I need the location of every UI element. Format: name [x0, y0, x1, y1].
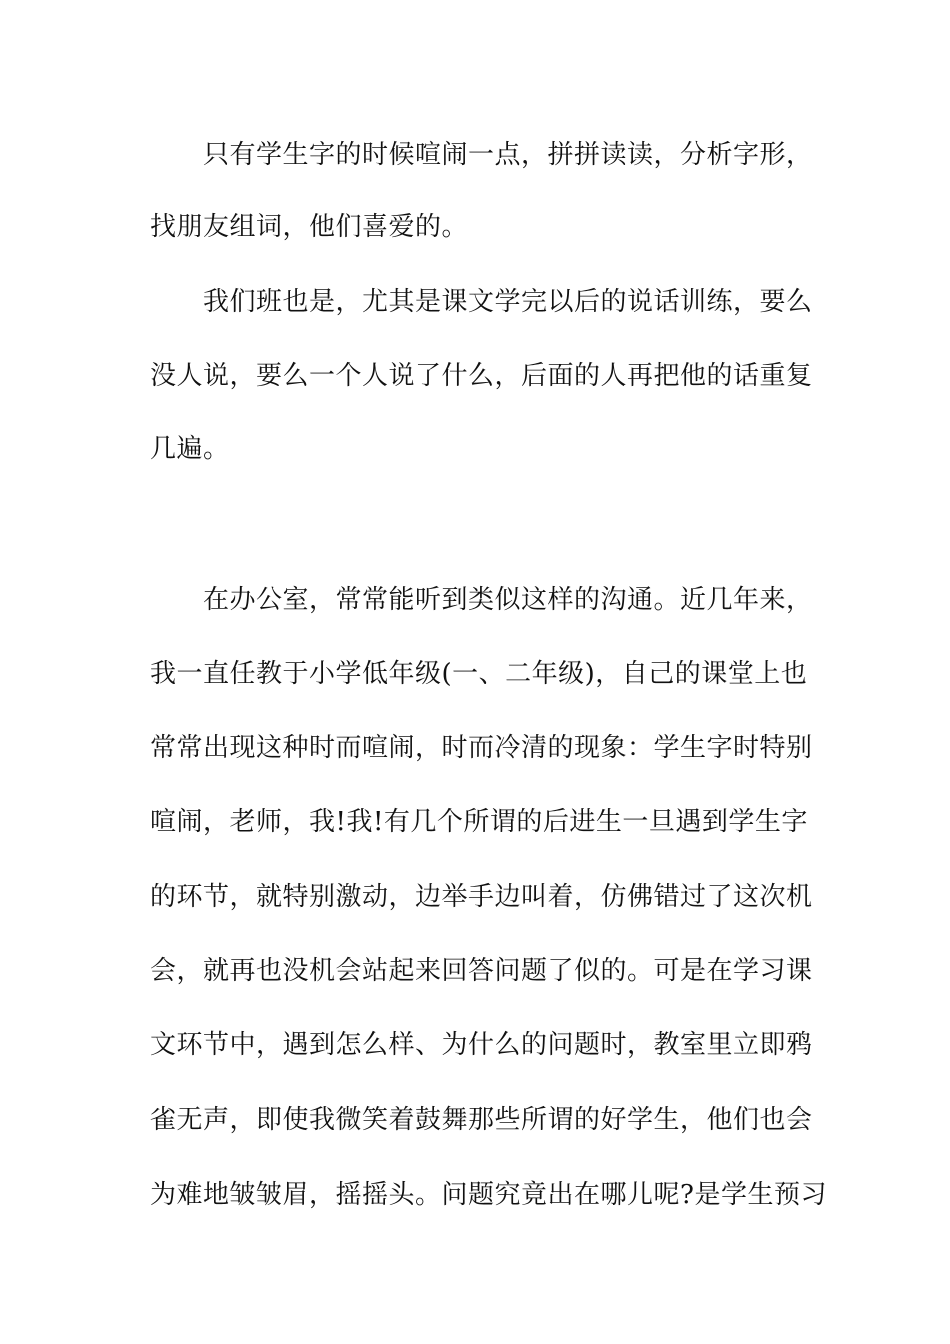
paragraph-3-line-2: 我一直任教于小学低年级(一、二年级)，自己的课堂上也: [150, 659, 808, 689]
paragraph-3-line-1: 在办公室，常常能听到类似这样的沟通。近几年来，: [203, 585, 813, 615]
paragraph-3-line-6: 会，就再也没机会站起来回答问题了似的。可是在学习课: [150, 956, 813, 986]
paragraph-2-line-2: 没人说，要么一个人说了什么，后面的人再把他的话重复: [150, 361, 813, 391]
paragraph-3-line-8: 雀无声，即使我微笑着鼓舞那些所谓的好学生，他们也会: [150, 1105, 813, 1135]
paragraph-3-line-5: 的环节，就特别激动，边举手边叫着，仿佛错过了这次机: [150, 882, 813, 912]
paragraph-2-line-1: 我们班也是，尤其是课文学完以后的说话训练，要么: [203, 287, 813, 317]
paragraph-1-line-2: 找朋友组词，他们喜爱的。: [150, 212, 469, 242]
paragraph-2-line-3: 几遍。: [150, 434, 230, 464]
paragraph-1-line-1: 只有学生字的时候喧闹一点，拼拼读读，分析字形，: [203, 140, 813, 170]
paragraph-3-line-4: 喧闹，老师，我!我!有几个所谓的后进生一旦遇到学生字: [150, 807, 808, 837]
paragraph-3-line-3: 常常出现这种时而喧闹，时而冷清的现象：学生字时特别: [150, 733, 813, 763]
paragraph-3-line-9: 为难地皱皱眉，摇摇头。问题究竟出在哪儿呢?是学生预习: [150, 1180, 827, 1210]
paragraph-3-line-7: 文环节中，遇到怎么样、为什么的问题时，教室里立即鸦: [150, 1030, 813, 1060]
